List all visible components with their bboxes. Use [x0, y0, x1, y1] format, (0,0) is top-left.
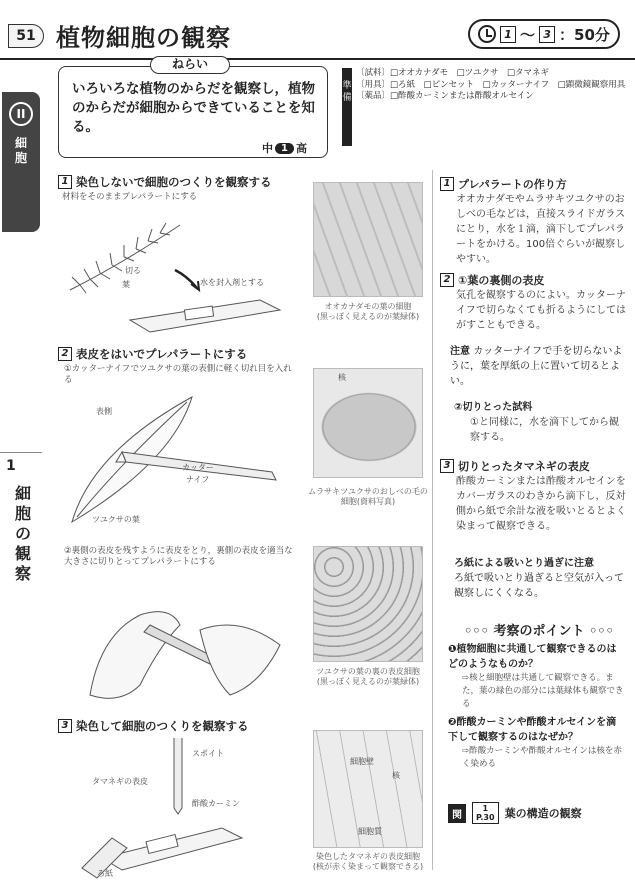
note-3-number: 3 [440, 459, 454, 473]
label-carmine: 酢酸カーミン [192, 799, 240, 808]
kp-answer-1: ⇨核と細胞壁は共通して観察できる。また，葉の緑色の部分には葉緑体も観察できる [462, 673, 624, 709]
label-front: 表側 [96, 407, 112, 416]
time-duration: ：50分 [559, 25, 610, 44]
related-page-num: P.30 [476, 813, 495, 822]
prep-line: 〔薬品〕□酢酸カーミンまたは酢酸オルセイン [356, 91, 534, 101]
note-3 [440, 458, 626, 534]
time-end: 3 [539, 26, 555, 43]
related-mark: 関 [448, 804, 466, 823]
photo-tradescantia [313, 368, 423, 478]
aim-label: ねらい [150, 56, 230, 74]
label-knife: ナイフ [186, 475, 210, 484]
sparkle-icon: ◦◦◦ [584, 624, 614, 639]
filter-caution-text: ろ紙で吸いとり過ぎると空気が入って観察しにくくなる。 [454, 573, 624, 599]
grade-mark: 中 [262, 142, 273, 155]
filter-caution-title: ろ紙による吸いとり過ぎに注意 [454, 558, 594, 569]
clock-icon [478, 25, 496, 43]
key-points-label: 考察のポイント [493, 624, 585, 639]
photo-elodea [313, 182, 423, 297]
step-2-hands-illustration [80, 585, 300, 710]
label-cutter: カッター [182, 463, 214, 472]
prep-bar: 準備 [342, 68, 352, 146]
section-divider [0, 452, 42, 453]
related-text: 葉の構造の観察 [504, 807, 582, 820]
label-leaf: 葉 [122, 280, 130, 289]
prep-line: 〔用具〕□ろ紙 □ピンセット □カッターナイフ □顕微鏡観察用具 [356, 79, 626, 90]
caution-text: カッターナイフで手を切らないように，葉を厚紙の上に置いて切るとよい。 [450, 346, 623, 387]
note-2b-text: ①と同様に，水を滴下してから観察する。 [470, 417, 619, 443]
step-2-title: 表皮をはいでプレパラートにする [76, 347, 248, 361]
photo-nucleus-label: 核 [338, 373, 346, 382]
chapter-tab [2, 92, 40, 232]
label-onion-skin: タマネギの表皮 [92, 777, 148, 786]
step-1-illustration [60, 205, 300, 340]
note-2b [454, 400, 626, 445]
label-cut: 切る [125, 266, 141, 275]
step-2-number: 2 [58, 347, 72, 361]
caution-note [450, 344, 626, 389]
kp-question-1: ❶植物細胞に共通して観察できるのはどのようなものか？ [448, 644, 617, 670]
chapter-label: 細胞 [14, 136, 27, 165]
note-3-title: 切りとったタマネギの表皮 [458, 460, 590, 473]
label-dropper: スポイト [192, 749, 224, 758]
note-2 [440, 272, 626, 333]
aim-text: いろいろな植物のからだを観察し，植物のからだが細胞からできていることを知る。 [72, 81, 315, 135]
label-filter-paper: ろ紙 [97, 869, 113, 878]
note-2-text: 気孔を観察するのによい。カッターナイフで切らなくても折るようにしてはがすこともできる。 [456, 290, 626, 331]
note-1 [440, 176, 626, 267]
note-2-title: ①葉の裏側の表皮 [458, 274, 545, 287]
time-sep: 〜 [520, 25, 536, 44]
section-label: 細胞の観察 [14, 484, 31, 583]
chapter-number: II [9, 102, 33, 126]
photo-cellwall-label: 細胞壁 [350, 757, 374, 766]
step-1-title: 染色しないで細胞のつくりを観察する [76, 175, 272, 189]
column-divider [432, 170, 433, 870]
note-1-number: 1 [440, 177, 454, 191]
prep-line: 〔試料〕□オオカナダモ □ツユクサ □タマネギ [356, 68, 549, 78]
step-3-title: 染色して細胞のつくりを観察する [76, 719, 249, 733]
step-3-illustration [62, 738, 292, 883]
sparkle-icon: ◦◦◦ [464, 624, 494, 639]
photo-cytoplasm-label: 細胞質 [358, 827, 382, 836]
grade-suffix: 高 [295, 142, 307, 155]
prep-list [356, 68, 626, 103]
label-water: 水を封入剤とする [200, 278, 264, 287]
related-page-top: 1 [482, 804, 489, 813]
step-1-sub: 材料をそのままプレパラートにする [62, 192, 198, 202]
page-title: 植物細胞の観察 [56, 24, 231, 52]
step-1-number: 1 [58, 175, 72, 189]
time-start: 1 [500, 26, 516, 43]
caution-label: 注意 [450, 346, 470, 357]
note-3-text: 酢酸カーミンまたは酢酸オルセインをカバーガラスのわきから滴下し，反対側から紙で余計な液を吸いとるとよく染まって観察できる。 [456, 476, 626, 532]
grade-number: 1 [275, 143, 294, 154]
note-2-number: 2 [440, 273, 454, 287]
note-2b-title: ②切りとった試料 [454, 402, 533, 413]
photo-epidermis [313, 546, 423, 662]
photo-onion-nucleus-label: 核 [392, 771, 400, 780]
note-1-title: プレパラートの作り方 [458, 178, 567, 191]
related-ref [448, 802, 582, 824]
step-2-sub2: ②裏側の表皮を残すように表皮をとり，裏側の表皮を適当な大きさに切りとってプレパラートにする [64, 546, 293, 567]
key-points-title [464, 620, 614, 639]
photo-elodea-caption: オオカナダモの葉の細胞 (黒っぽく見えるのが葉緑体) [316, 302, 420, 321]
step-2-sub: ①カッターナイフでツユクサの葉の表側に軽く切れ目を入れる [64, 364, 292, 385]
page-number: 51 [8, 24, 44, 48]
step-2-heading [58, 346, 247, 362]
kp-answer-2: ⇨酢酸カーミンや酢酸オルセインは核を赤く染める [462, 746, 622, 769]
key-points [448, 642, 626, 771]
section-number: 1 [6, 458, 16, 474]
step-3-heading [58, 718, 249, 734]
filter-caution [454, 556, 626, 601]
kp-question-2: ❷酢酸カーミンや酢酸オルセインを滴下して観察するのはなぜか？ [448, 717, 617, 743]
step-1-heading [58, 174, 272, 190]
grade-badge [262, 140, 307, 156]
step-3-number: 3 [58, 719, 72, 733]
step-2-illustration [62, 392, 292, 532]
photo-tradescantia-caption: ムラサキツユクサのおしべの毛の細胞(資料写真) [308, 487, 428, 506]
photo-onion-caption: 染色したタマネギの表皮細胞 (核が赤く染まって観察できる) [312, 852, 424, 871]
photo-epidermis-caption: ツユクサの葉の裏の表皮細胞 (黒っぽく見えるのが葉緑体) [316, 667, 420, 686]
label-tsuyukusa: ツユクサの葉 [92, 515, 140, 524]
note-1-text: オオカナダモやムラサキツユクサのおしべの毛などは，直接スライドガラスにとり，水を１滴，滴下してプレパラートをかける。100倍ぐらいが観察しやすい。 [456, 194, 626, 265]
time-badge [468, 19, 620, 49]
related-page [472, 802, 499, 824]
